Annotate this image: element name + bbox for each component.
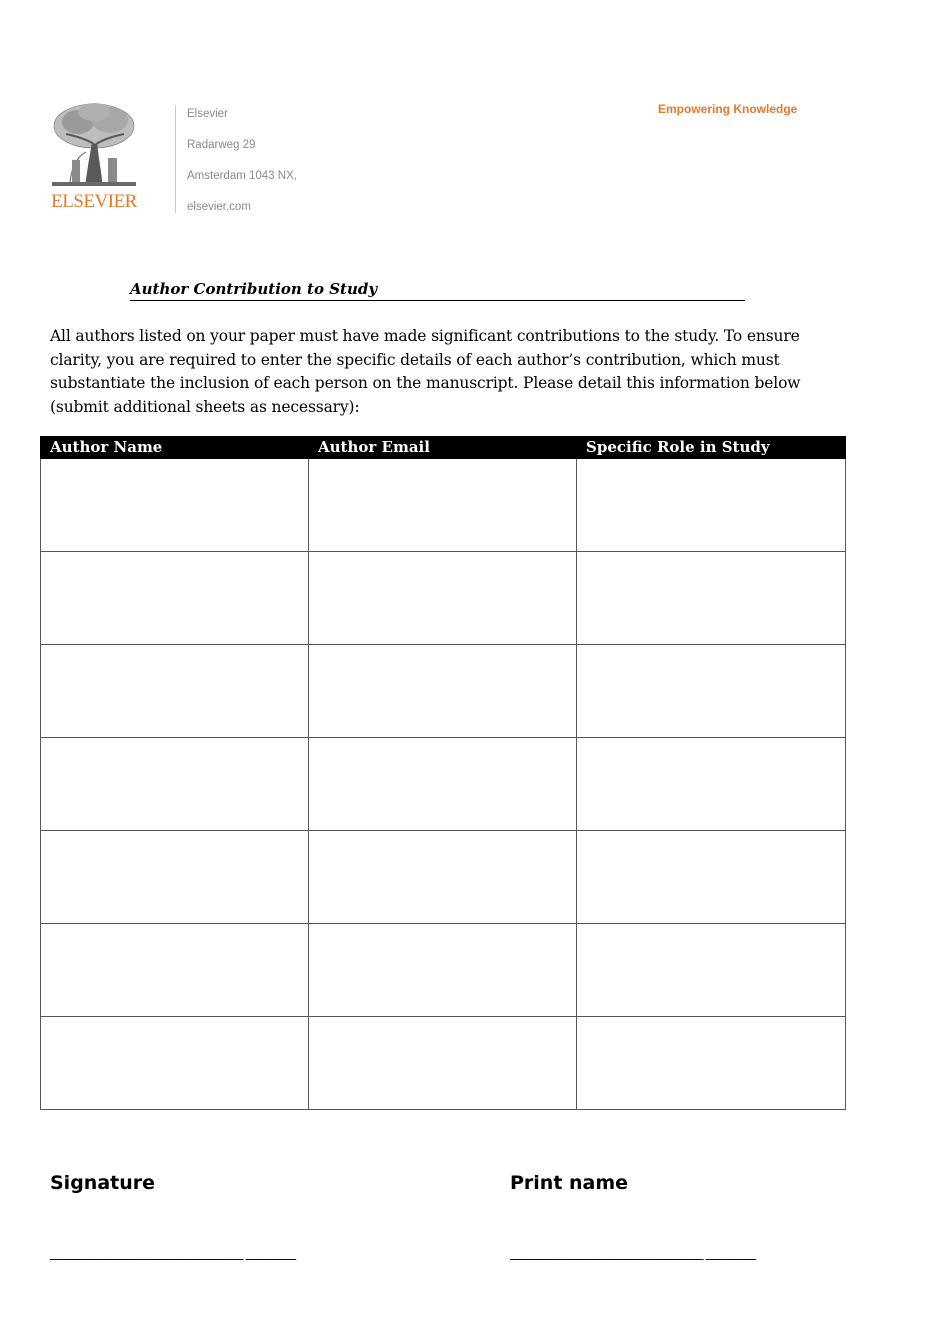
- author-name-cell[interactable]: [41, 552, 309, 645]
- address-line: elsevier.com: [187, 201, 251, 213]
- author-email-cell[interactable]: [309, 924, 577, 1017]
- role-cell[interactable]: [577, 924, 846, 1017]
- table-row: [41, 831, 846, 924]
- signature-line[interactable]: ___________________________________ _________: [50, 1246, 296, 1261]
- intro-paragraph: All authors listed on your paper must have made significant contributions to the study. To ensure clarity, you are required to enter the specific details of each author’s contribution, which must substantiate the inclusion of each person on the manuscript. Please detail this information below (submit additional sheets as necessary):: [50, 327, 801, 416]
- author-name-cell[interactable]: [41, 738, 309, 831]
- author-email-cell[interactable]: [309, 738, 577, 831]
- author-email-cell[interactable]: [309, 552, 577, 645]
- table-row: [41, 924, 846, 1017]
- role-cell[interactable]: [577, 831, 846, 924]
- author-email-cell[interactable]: [309, 645, 577, 738]
- role-cell[interactable]: [577, 552, 846, 645]
- column-header-author-name: Author Name: [41, 437, 309, 459]
- table-row: [41, 645, 846, 738]
- tagline: Empowering Knowledge: [658, 102, 798, 116]
- column-header-author-email: Author Email: [309, 437, 577, 459]
- table-header-row: [41, 437, 846, 459]
- author-name-cell[interactable]: [41, 924, 309, 1017]
- author-name-cell[interactable]: [41, 459, 309, 552]
- tree-logo-icon: [48, 100, 140, 190]
- author-name-cell[interactable]: [41, 645, 309, 738]
- role-cell[interactable]: [577, 1017, 846, 1110]
- role-cell[interactable]: [577, 645, 846, 738]
- address-line: Amsterdam 1043 NX,: [187, 170, 297, 182]
- role-cell[interactable]: [577, 459, 846, 552]
- table-row: [41, 738, 846, 831]
- print-name-line[interactable]: ___________________________________ _________: [510, 1246, 756, 1261]
- author-email-cell[interactable]: [309, 1017, 577, 1110]
- author-name-cell[interactable]: [41, 831, 309, 924]
- table-row: [41, 1017, 846, 1110]
- author-name-cell[interactable]: [41, 1017, 309, 1110]
- header-divider: [175, 105, 176, 213]
- column-header-role: Specific Role in Study: [577, 437, 846, 459]
- address-line: Radarweg 29: [187, 139, 256, 151]
- author-email-cell[interactable]: [309, 831, 577, 924]
- signature-label: Signature: [50, 1172, 156, 1194]
- address-line: Elsevier: [187, 108, 228, 120]
- address-block: [187, 106, 297, 230]
- role-cell[interactable]: [577, 738, 846, 831]
- table-row: [41, 459, 846, 552]
- author-email-cell[interactable]: [309, 459, 577, 552]
- brand-wordmark: ELSEVIER: [51, 191, 137, 212]
- form-title: Author Contribution to Study: [130, 278, 745, 301]
- table-row: [41, 552, 846, 645]
- elsevier-logo: [48, 100, 140, 215]
- print-name-label: Print name: [510, 1172, 629, 1194]
- contribution-table: [40, 436, 846, 1110]
